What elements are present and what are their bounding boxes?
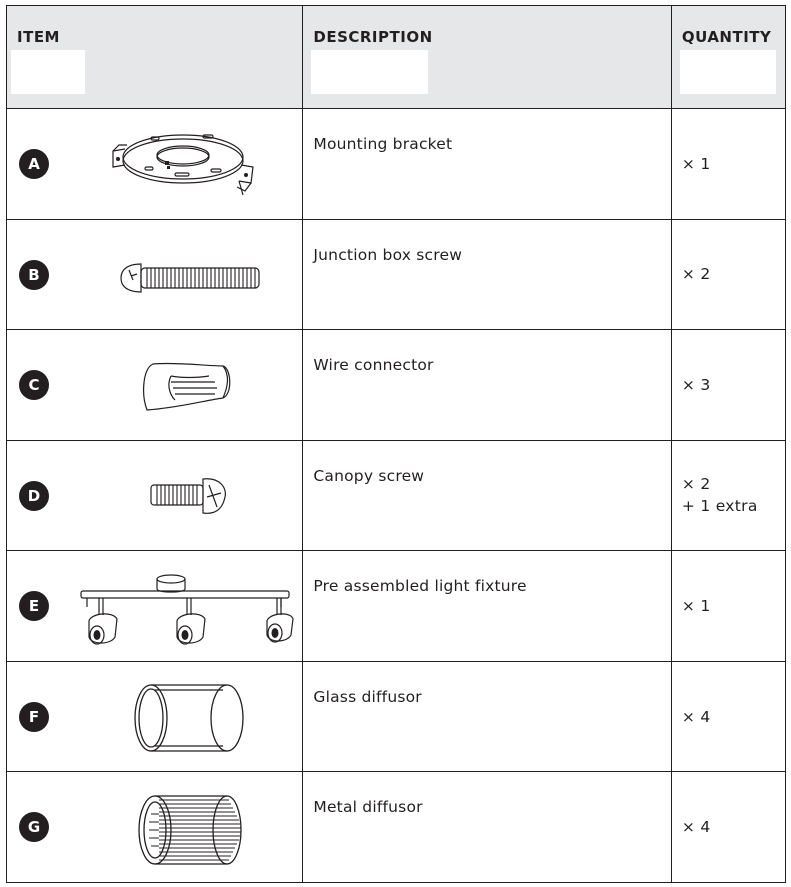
item-cell [7, 440, 303, 551]
item-letter-badge: B [19, 260, 49, 290]
item-cell [7, 219, 303, 330]
item-letter-badge: A [19, 149, 49, 179]
quantity-text: × 4 [681, 707, 711, 726]
table-row [7, 109, 786, 220]
item-cell [7, 109, 303, 220]
item-letter-badge: C [19, 370, 49, 400]
description-text: Metal diffusor [313, 798, 423, 817]
item-letter-badge: G [19, 812, 49, 842]
table-row [7, 772, 786, 883]
light-fixture-icon [75, 571, 295, 651]
description-cell [303, 440, 671, 551]
quantity-cell [671, 661, 785, 772]
header-description-label: DESCRIPTION [313, 28, 433, 46]
quantity-cell [671, 219, 785, 330]
description-cell [303, 109, 671, 220]
header-item-label: ITEM [17, 28, 60, 46]
glass-diffusor-icon [129, 680, 249, 756]
description-cell [303, 551, 671, 662]
header-item-blank-box [11, 50, 85, 94]
table-row [7, 440, 786, 551]
header-item [7, 6, 303, 109]
item-letter-badge: D [19, 481, 49, 511]
quantity-cell [671, 109, 785, 220]
quantity-text: × 2 [681, 475, 711, 494]
quantity-text: × 1 [681, 597, 711, 616]
description-text: Junction box screw [313, 245, 463, 264]
item-cell [7, 661, 303, 772]
mounting-bracket-icon [103, 121, 263, 211]
table-row [7, 661, 786, 772]
item-letter-badge: F [19, 702, 49, 732]
header-quantity [671, 6, 785, 109]
description-cell [303, 219, 671, 330]
quantity-cell [671, 551, 785, 662]
canopy-screw-icon [147, 471, 227, 521]
table-row [7, 330, 786, 441]
item-cell [7, 772, 303, 883]
junction-box-screw-icon [117, 256, 267, 300]
quantity-text: × 3 [681, 375, 711, 394]
wire-connector-icon [137, 354, 237, 418]
description-cell [303, 661, 671, 772]
quantity-text: × 1 [681, 154, 711, 173]
header-description [303, 6, 671, 109]
parts-table [6, 5, 786, 883]
header-description-blank-box [311, 50, 428, 94]
table-row [7, 219, 786, 330]
item-cell [7, 551, 303, 662]
description-text: Pre assembled light fixture [313, 577, 527, 596]
header-row [7, 6, 786, 109]
quantity-text: × 4 [681, 818, 711, 837]
description-text: Glass diffusor [313, 687, 422, 706]
table-row [7, 551, 786, 662]
description-cell [303, 772, 671, 883]
description-text: Mounting bracket [313, 135, 453, 153]
quantity-cell [671, 772, 785, 883]
quantity-extra-text: + 1 extra [681, 497, 758, 516]
quantity-cell [671, 440, 785, 551]
item-letter-badge: E [19, 591, 49, 621]
header-quantity-blank-box [680, 50, 776, 94]
metal-diffusor-icon [133, 790, 245, 870]
quantity-text: × 2 [681, 265, 711, 284]
description-text: Wire connector [313, 356, 434, 375]
description-text: Canopy screw [313, 466, 425, 485]
item-cell [7, 330, 303, 441]
description-cell [303, 330, 671, 441]
header-quantity-label: QUANTITY [681, 28, 772, 46]
quantity-cell [671, 330, 785, 441]
